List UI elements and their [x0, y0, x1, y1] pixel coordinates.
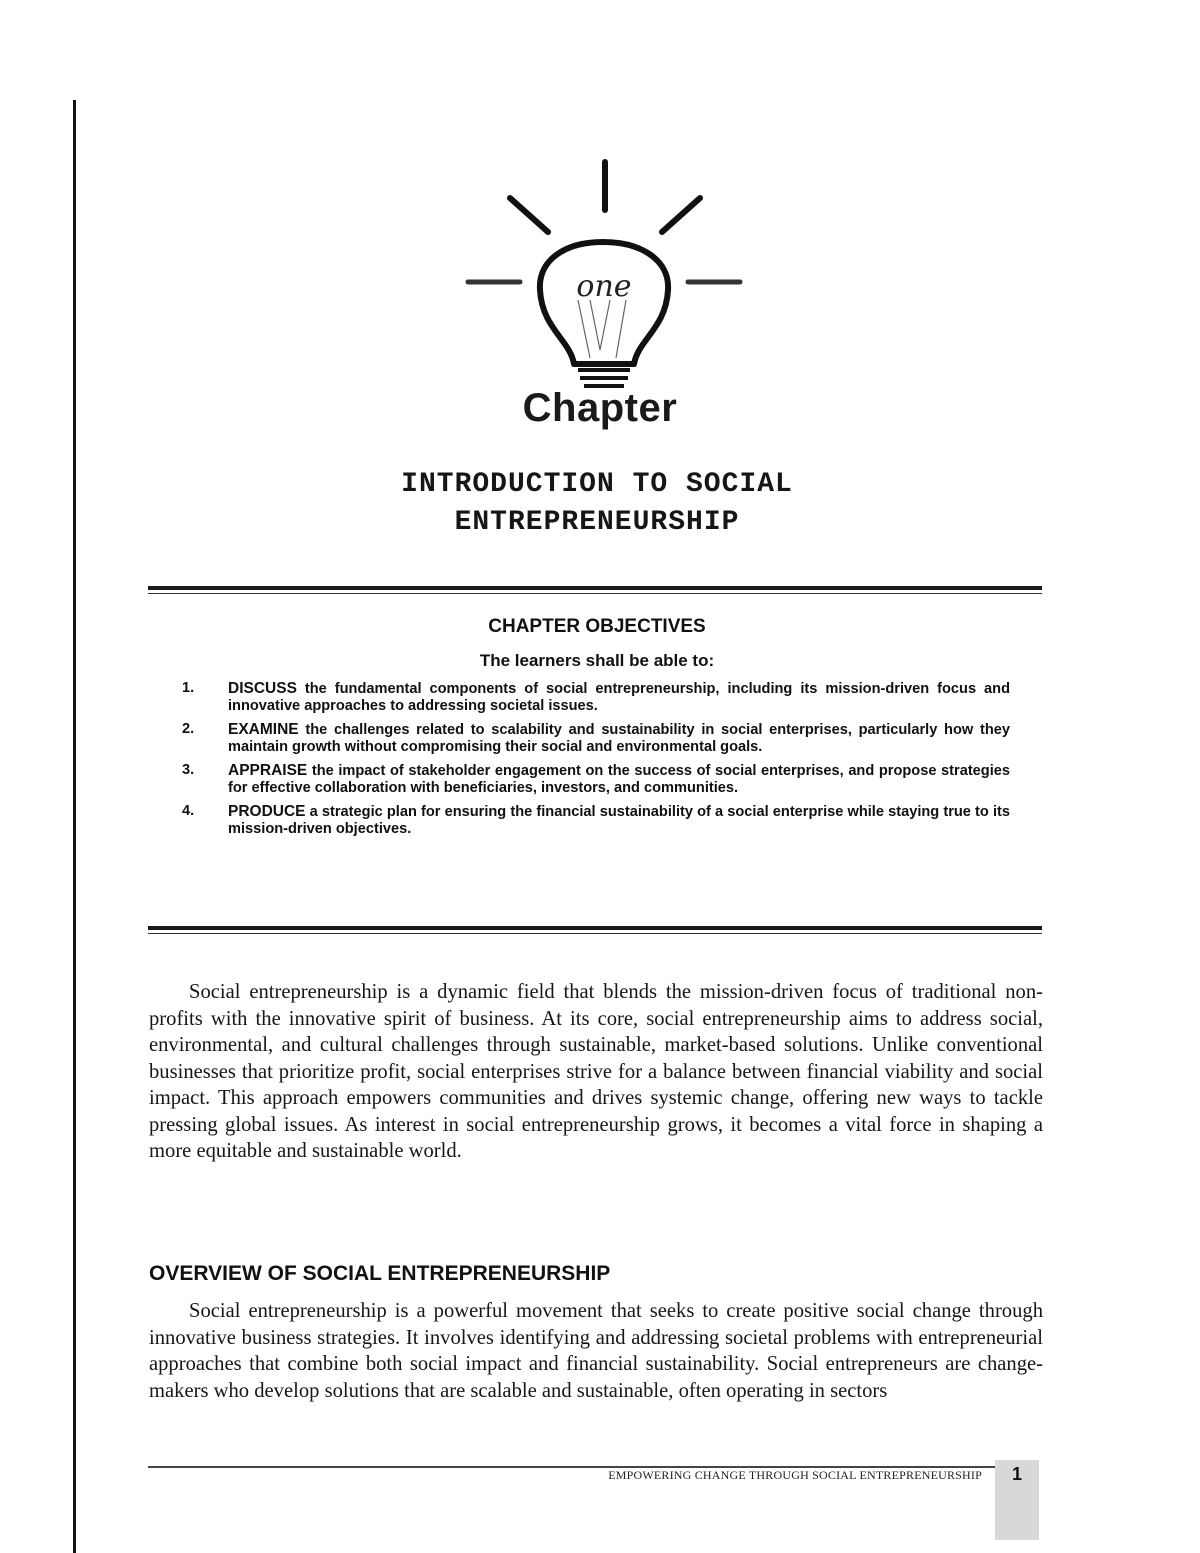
objective-number: 2.: [182, 721, 195, 737]
section-heading: OVERVIEW OF SOCIAL ENTREPRENEURSHIP: [149, 1262, 611, 1285]
objective-item: [182, 680, 1010, 715]
objective-verb: EXAMINE: [228, 721, 299, 738]
objective-text: a strategic plan for ensuring the financial sustainability of a social enterprise while staying true to its mission-driven objectives.: [228, 804, 1010, 837]
objective-text: the challenges related to scalability and sustainability in social enterprises, particularly how they maintain growth without compromising their social and environmental goals.: [228, 722, 1010, 755]
page-binding-line: [73, 100, 76, 1553]
objective-verb: DISCUSS: [228, 680, 297, 697]
objective-item: [182, 803, 1010, 838]
chapter-title: [0, 466, 1194, 542]
objectives-heading: CHAPTER OBJECTIVES: [488, 616, 706, 637]
objective-item: [182, 721, 1010, 756]
objective-text: the fundamental components of social entrepreneurship, including its mission-driven focus and innovative approaches to addressing societal issues.: [228, 681, 1010, 714]
objective-verb: PRODUCE: [228, 803, 306, 820]
objective-verb: APPRAISE: [228, 762, 308, 779]
chapter-label: Chapter: [522, 386, 678, 430]
section-paragraph: Social entrepreneurship is a powerful movement that seeks to create positive social change through innovative business strategies. It involves identifying and addressing societal problems with entrepreneurial approaches that combine both social impact and financial sustainability. Social entrepreneurs are change-makers who develop solutions that are scalable and sustainable, often operating in sectors: [149, 1300, 1043, 1402]
chapter-title-line-2: ENTREPRENEURSHIP: [454, 507, 740, 538]
objective-number: 3.: [182, 762, 195, 778]
lightbulb-icon: [450, 150, 750, 410]
objectives-list: [182, 680, 1010, 844]
objective-number: 4.: [182, 803, 195, 819]
objective-number: 1.: [182, 680, 195, 696]
page-number: 1: [1011, 1464, 1022, 1484]
objective-text: the impact of stakeholder engagement on the success of social enterprises, and propose strategies for effective collaboration with beneficiaries, investors, and communities.: [228, 763, 1010, 796]
objectives-bottom-rule: [148, 926, 1042, 930]
chapter-number-word: one: [576, 269, 632, 304]
objective-item: [182, 762, 1010, 797]
objectives-intro: The learners shall be able to:: [479, 651, 715, 670]
intro-paragraph: Social entrepreneurship is a dynamic field that blends the mission-driven focus of traditional non-profits with the innovative spirit of business. At its core, social entrepreneurship aims to address social, environmental, and cultural challenges through sustainable, market-based solutions. Unlike conventional businesses that prioritize profit, social enterprises strive for a balance between financial viability and social impact. This approach empowers communities and drives systemic change, offering new ways to tackle pressing global issues. As interest in social entrepreneurship grows, it becomes a vital force in shaping a more equitable and sustainable world.: [149, 981, 1043, 1162]
objectives-bottom-rule-thin: [148, 933, 1042, 934]
running-title: EMPOWERING CHANGE THROUGH SOCIAL ENTREPRENEURSHIP: [608, 1468, 982, 1482]
chapter-title-line-1: INTRODUCTION TO SOCIAL: [401, 469, 793, 500]
objectives-top-rule-thin: [148, 593, 1042, 594]
objectives-top-rule: [148, 586, 1042, 590]
